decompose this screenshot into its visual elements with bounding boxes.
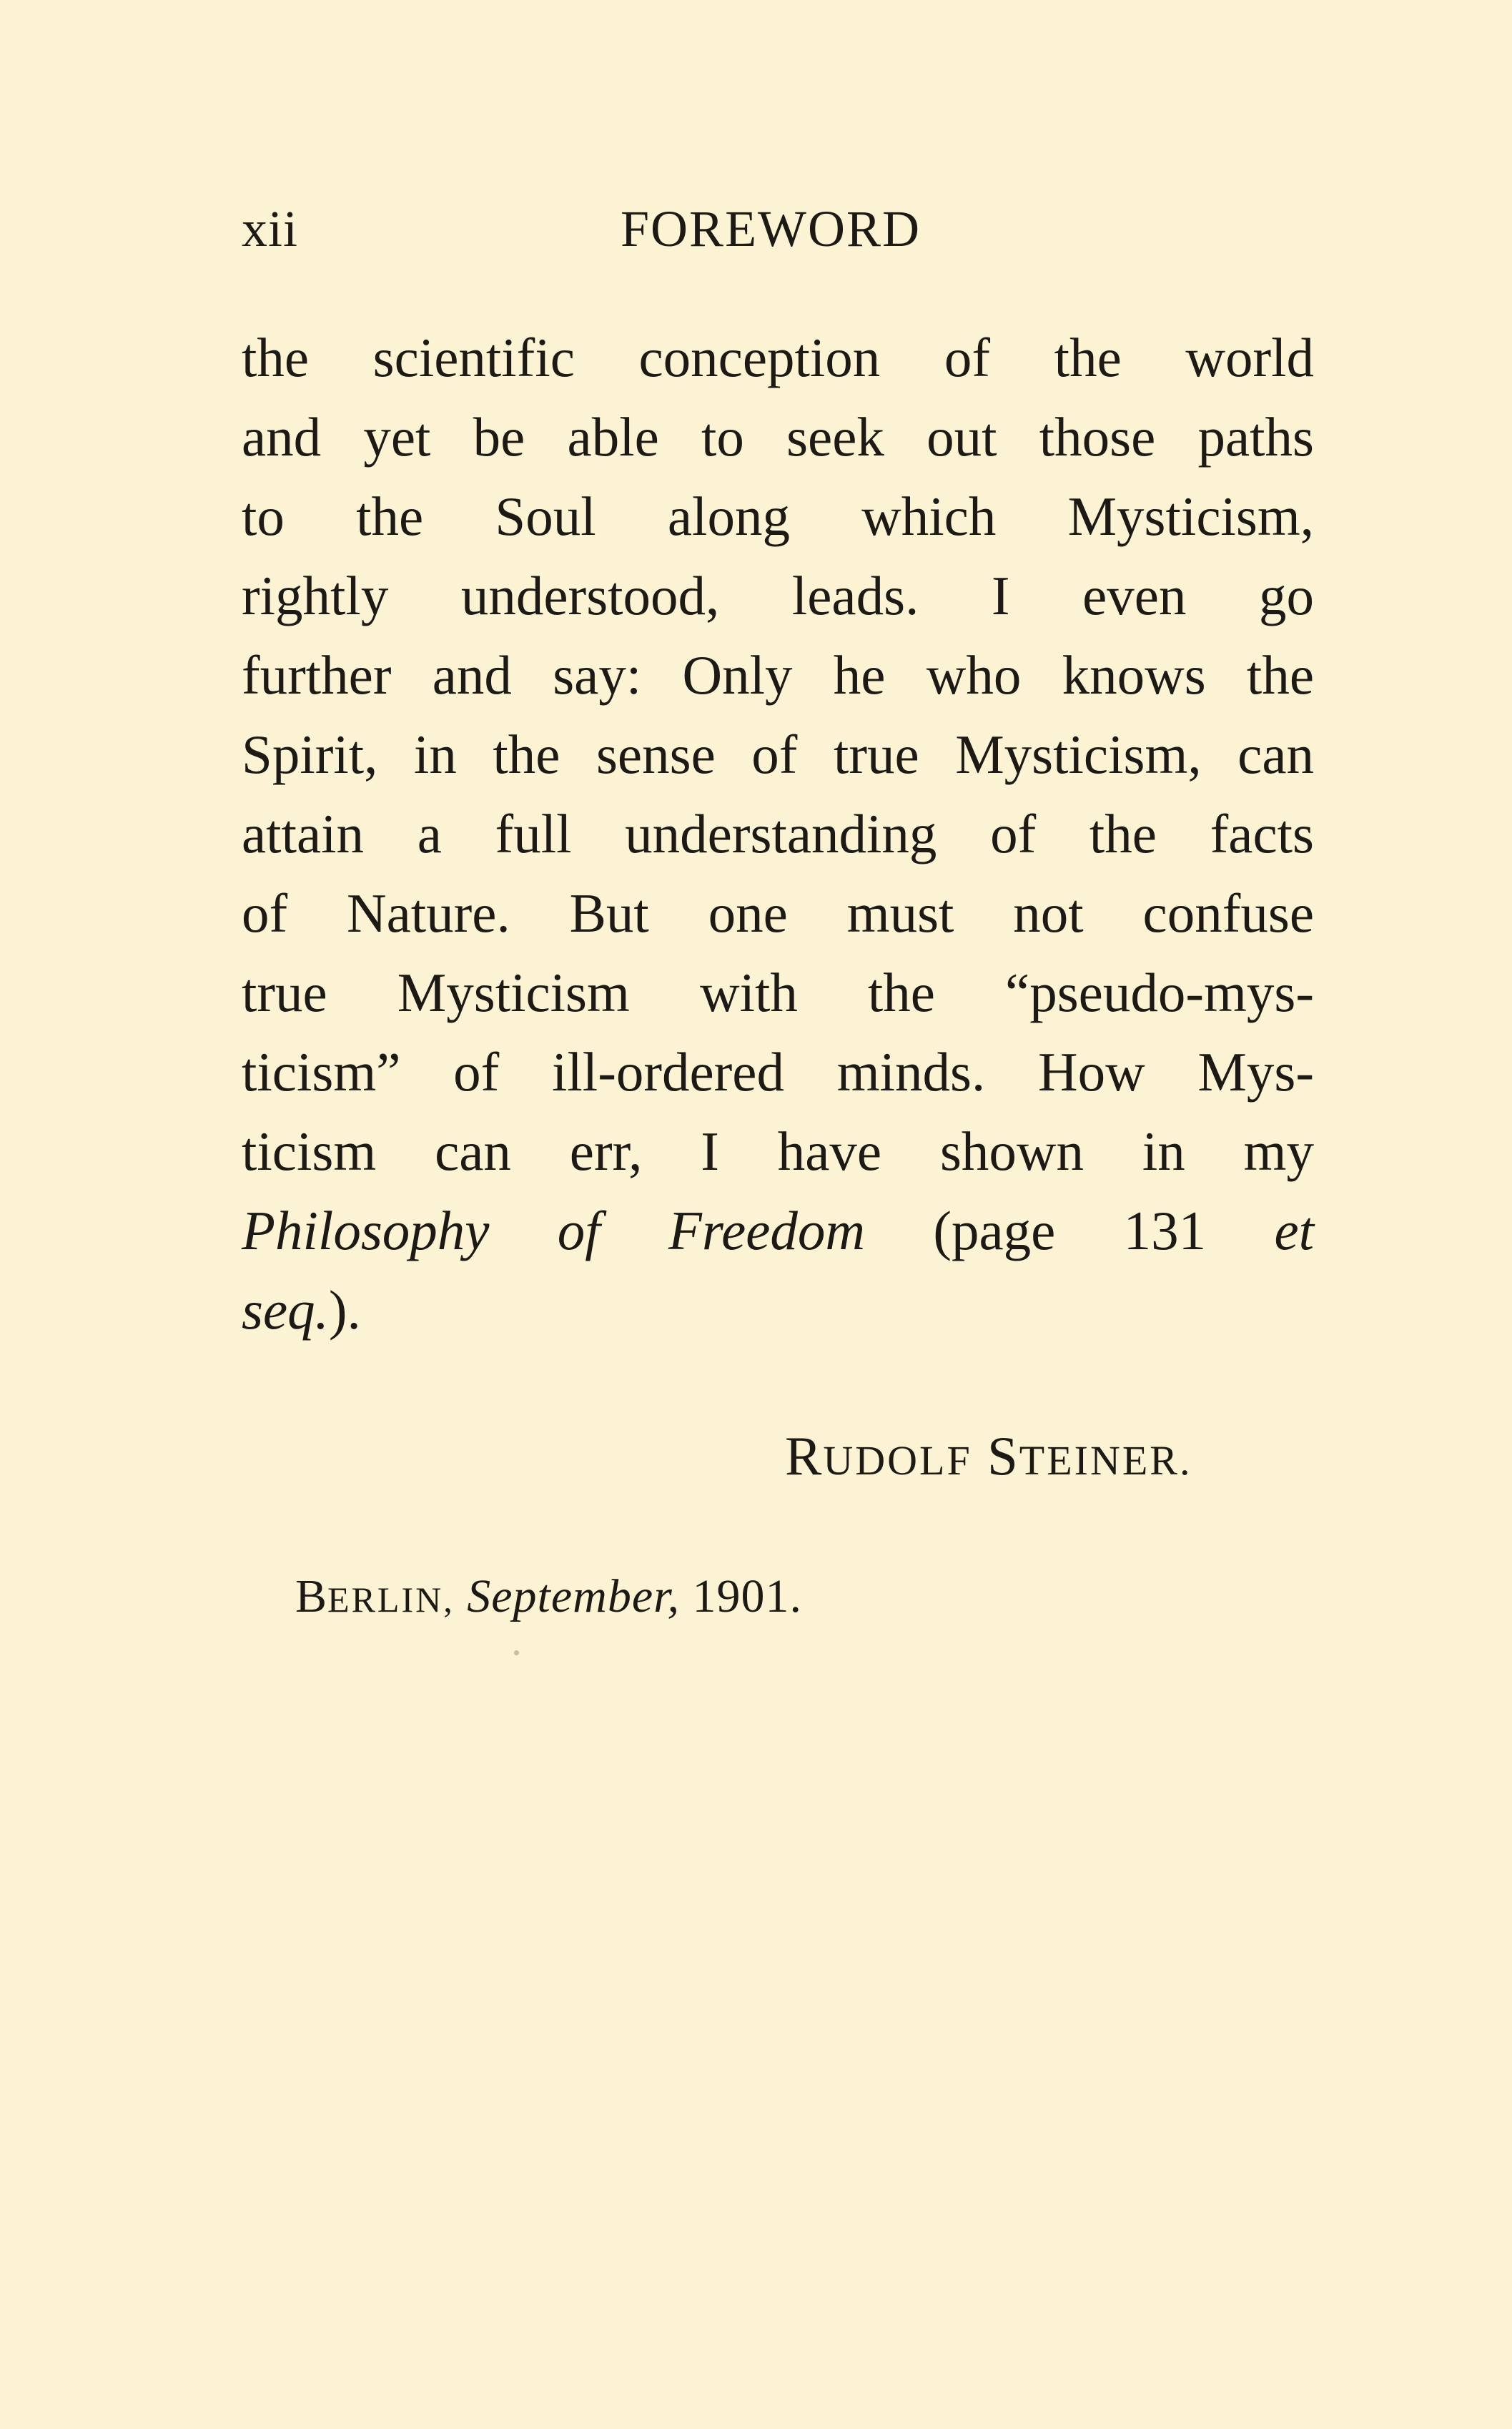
text-line: further and say: Only he who knows the bbox=[242, 644, 1314, 706]
text-line: the scientific conception of the world bbox=[242, 327, 1314, 388]
text-line: rightly understood, leads. I even go bbox=[242, 565, 1314, 626]
dateline bbox=[295, 1570, 802, 1622]
text-line: ticism can err, I have shown in my bbox=[242, 1120, 1314, 1182]
page-number: xii bbox=[242, 200, 299, 257]
text-line-final bbox=[242, 1271, 1314, 1350]
text-line: true Mysticism with the “pseudo-mys- bbox=[242, 962, 1314, 1023]
running-head: FOREWORD bbox=[621, 200, 921, 257]
text-line: ticism” of ill-ordered minds. How Mys- bbox=[242, 1041, 1314, 1103]
text-line: and yet be able to seek out those paths bbox=[242, 406, 1314, 468]
year: 1901. bbox=[692, 1570, 802, 1622]
first-name-initial: R bbox=[785, 1425, 824, 1487]
text-line: of Nature. But one must not confuse bbox=[242, 882, 1314, 944]
seq-italic: seq. bbox=[242, 1279, 329, 1341]
page-reference: (page 131 bbox=[933, 1200, 1207, 1261]
author-signature bbox=[785, 1425, 1192, 1487]
text-line: to the Soul along which Mysticism, bbox=[242, 486, 1314, 547]
place-initial: B bbox=[295, 1570, 328, 1622]
place-rest: ERLIN, bbox=[327, 1580, 455, 1620]
closing-paren: ). bbox=[328, 1279, 361, 1341]
body-text bbox=[242, 318, 1314, 1350]
text-line: attain a full understanding of the facts bbox=[242, 803, 1314, 864]
last-name-initial: S bbox=[987, 1425, 1019, 1487]
paper-speck bbox=[514, 1650, 519, 1655]
text-line-citation bbox=[242, 1191, 1314, 1271]
text-line: Spirit, in the sense of true Mysticism, can bbox=[242, 724, 1314, 785]
first-name-rest: UDOLF bbox=[823, 1437, 972, 1484]
month-italic: September, bbox=[467, 1570, 680, 1622]
last-name-rest: TEINER. bbox=[1019, 1437, 1192, 1484]
book-title-italic: Philosophy of Freedom bbox=[242, 1200, 866, 1261]
et-italic: et bbox=[1274, 1200, 1315, 1261]
